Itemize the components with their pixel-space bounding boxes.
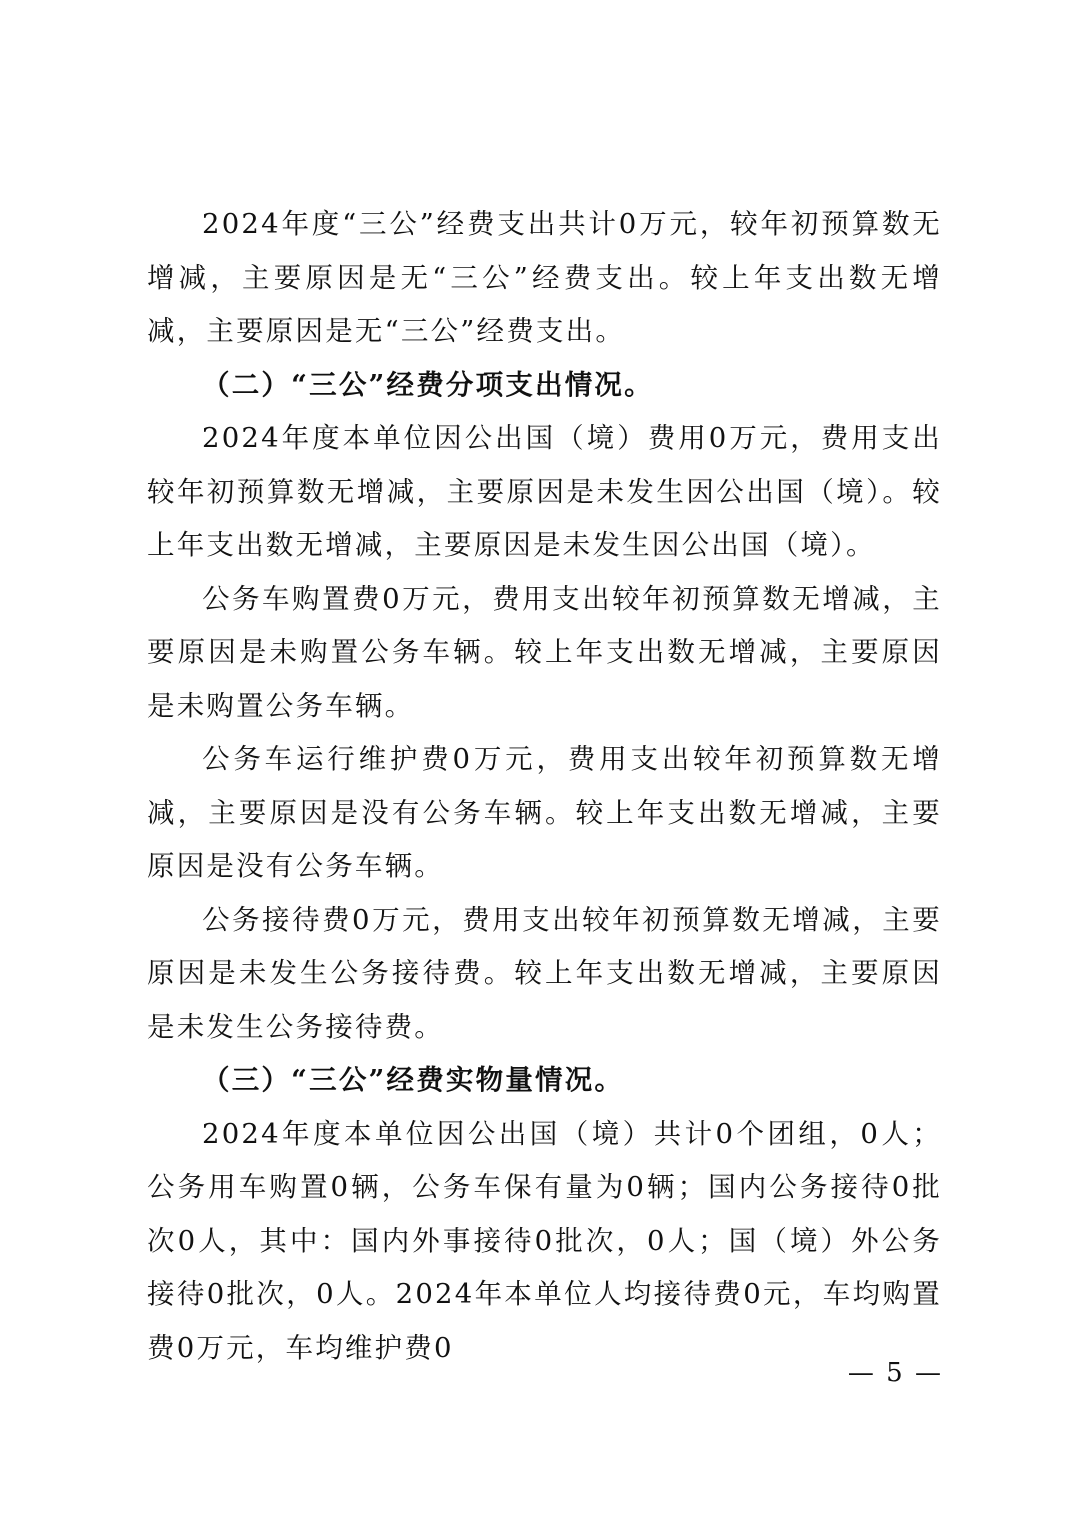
paragraph-official-reception: 公务接待费0万元，费用支出较年初预算数无增减，主要原因是未发生公务接待费。较上年支出数无增减，主要原因是未发生公务接待费。 — [147, 903, 942, 1043]
page-number: — 5 — — [847, 1358, 943, 1388]
paragraph-physical-quantity: 2024年度本单位因公出国（境）共计0个团组，0人；公务用车购置0辆，公务车保有量为0辆；国内公务接待0批次0人，其中：国内外事接待0批次，0人；国（境）外公务接待0批次，0人。2024年本单位人均接待费0元，车均购置费0万元，车均维护费0 — [147, 1117, 942, 1364]
section-heading-physical-quantity: （三）“三公”经费实物量情况。 — [202, 1064, 625, 1096]
paragraph-total-expenditure: 2024年度“三公”经费支出共计0万元，较年初预算数无增减，主要原因是无“三公”经费支出。较上年支出数无增减，主要原因是无“三公”经费支出。 — [147, 208, 942, 347]
paragraph-overseas-travel: 2024年度本单位因公出国（境）费用0万元，费用支出较年初预算数无增减，主要原因是未发生因公出国（境）。较上年支出数无增减，主要原因是未发生因公出国（境）。 — [147, 422, 942, 561]
paragraph-vehicle-maintenance: 公务车运行维护费0万元，费用支出较年初预算数无增减，主要原因是没有公务车辆。较上年支出数无增减，主要原因是没有公务车辆。 — [147, 743, 942, 882]
document-body — [147, 198, 942, 1375]
section-heading-itemized-expenditure: （二）“三公”经费分项支出情况。 — [202, 368, 654, 401]
paragraph-vehicle-purchase: 公务车购置费0万元，费用支出较年初预算数无增减，主要原因是未购置公务车辆。较上年支出数无增减，主要原因是未购置公务车辆。 — [147, 582, 942, 722]
